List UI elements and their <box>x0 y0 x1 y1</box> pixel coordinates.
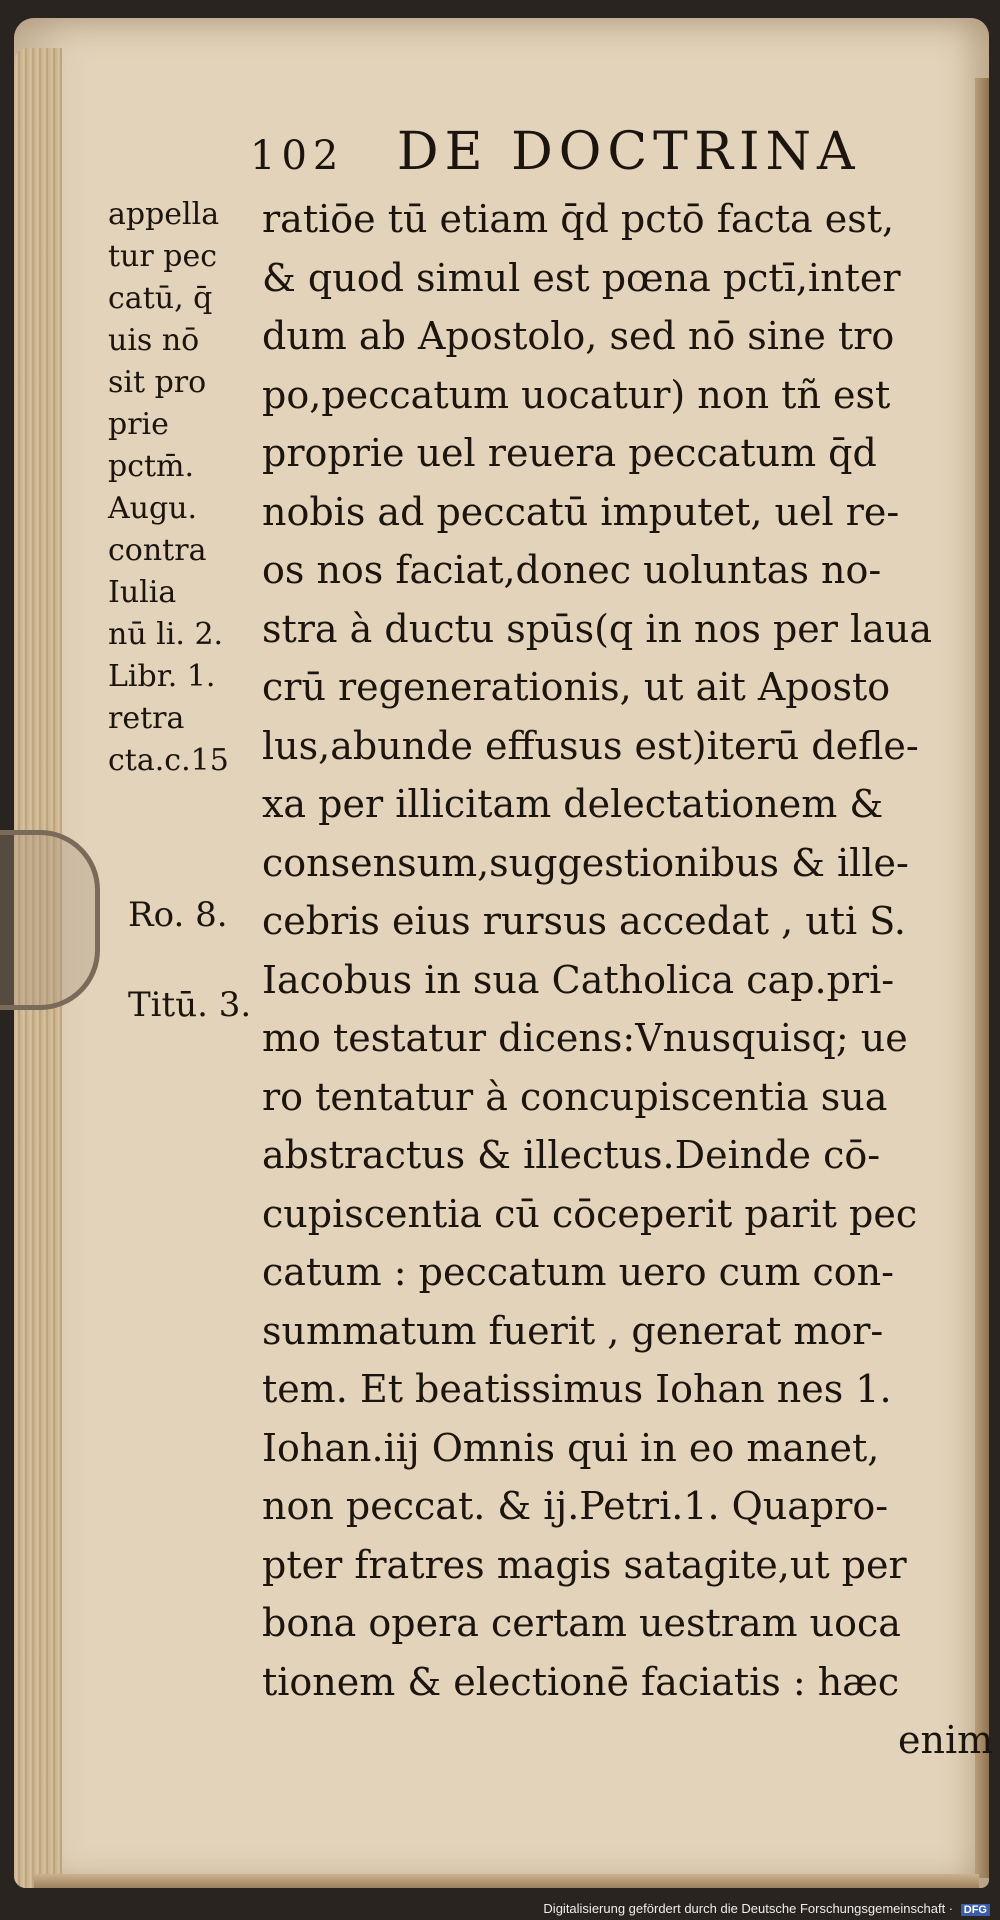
margin-note-line: appella <box>108 197 220 232</box>
body-line: nobis ad peccatū imputet, uel re- <box>262 489 900 534</box>
body-line: os nos faciat,donec uoluntas no- <box>262 548 882 592</box>
margin-note-line: uis nō <box>108 323 200 358</box>
dfg-logo: DFG <box>961 1904 990 1916</box>
body-line: tionem & electionē faciatis : hæc <box>262 1659 900 1704</box>
margin-ref-titus: Titū. 3. <box>128 985 252 1025</box>
margin-note-line: Augu. <box>108 491 198 526</box>
digitization-credit <box>543 1901 990 1916</box>
running-head <box>250 122 861 182</box>
margin-note-line: retra <box>108 701 185 736</box>
margin-note-line: cta.c.15 <box>108 743 229 778</box>
body-line: dum ab Apostolo, sed nō sine tro <box>262 314 895 358</box>
body-line: summatum fuerit , generat mor- <box>262 1308 884 1353</box>
body-line: stra à ductu spūs(q in nos per laua <box>262 606 932 651</box>
margin-note-line: Iulia <box>108 575 177 610</box>
body-line: enim <box>898 1718 994 1762</box>
margin-note-line: catū, q̄ <box>108 281 213 316</box>
body-line: cupiscentia cū cōceperit parit pec <box>262 1191 918 1236</box>
margin-note-line: pctm̄. <box>108 449 195 484</box>
body-line: crū regenerationis, ut ait Aposto <box>262 665 891 709</box>
body-line: catum : peccatum uero cum con- <box>262 1250 894 1294</box>
body-line: ratiōe tū etiam q̄d pctō facta est, <box>262 197 895 241</box>
credit-text: Digitalisierung gefördert durch die Deutsche Forschungsgemeinschaft · <box>543 1901 954 1916</box>
margin-ref-romans: Ro. 8. <box>128 895 228 935</box>
body-line: proprie uel reuera peccatum q̄d <box>262 431 877 475</box>
page-gutter <box>975 78 989 1878</box>
margin-note-line: prie <box>108 407 169 442</box>
body-line: tem. Et beatissimus Iohan nes 1. <box>262 1367 892 1411</box>
margin-note-line: Libr. 1. <box>108 659 216 694</box>
margin-note-line: sit pro <box>108 365 207 400</box>
body-line: non peccat. & ij.Petri.1. Quapro- <box>262 1484 889 1528</box>
body-line: lus,abunde effusus est)iterū defle- <box>262 723 919 768</box>
margin-note-line: nū li. 2. <box>108 617 224 652</box>
body-line: & quod simul est pœna pctī,inter <box>262 255 901 300</box>
body-line: po,peccatum uocatur) non tñ est <box>262 372 891 417</box>
body-line: Iohan.iij Omnis qui in eo manet, <box>262 1425 880 1470</box>
margin-note-line: contra <box>108 533 207 568</box>
body-line: bona opera certam uestram uoca <box>262 1601 901 1645</box>
folio-number: 102 <box>250 133 345 179</box>
body-line: cebris eius rursus accedat , uti S. <box>262 899 906 943</box>
body-line: consensum,suggestionibus & ille- <box>262 840 909 885</box>
body-line: Iacobus in sua Catholica cap.pri- <box>262 957 895 1002</box>
body-line: abstractus & illectus.Deinde cō- <box>262 1133 881 1177</box>
running-head-title: DE DOCTRINA <box>396 122 861 182</box>
page-bottom-edge <box>34 1874 979 1888</box>
clasp-strap <box>0 830 100 1010</box>
body-line: mo testatur dicens:Vnusquisq; ue <box>262 1016 908 1060</box>
body-line: ro tentatur à concupiscentia sua <box>262 1074 888 1119</box>
margin-note-line: tur pec <box>108 239 218 274</box>
body-line: pter fratres magis satagite,ut per <box>262 1542 907 1587</box>
body-line: xa per illicitam delectationem & <box>262 782 884 826</box>
